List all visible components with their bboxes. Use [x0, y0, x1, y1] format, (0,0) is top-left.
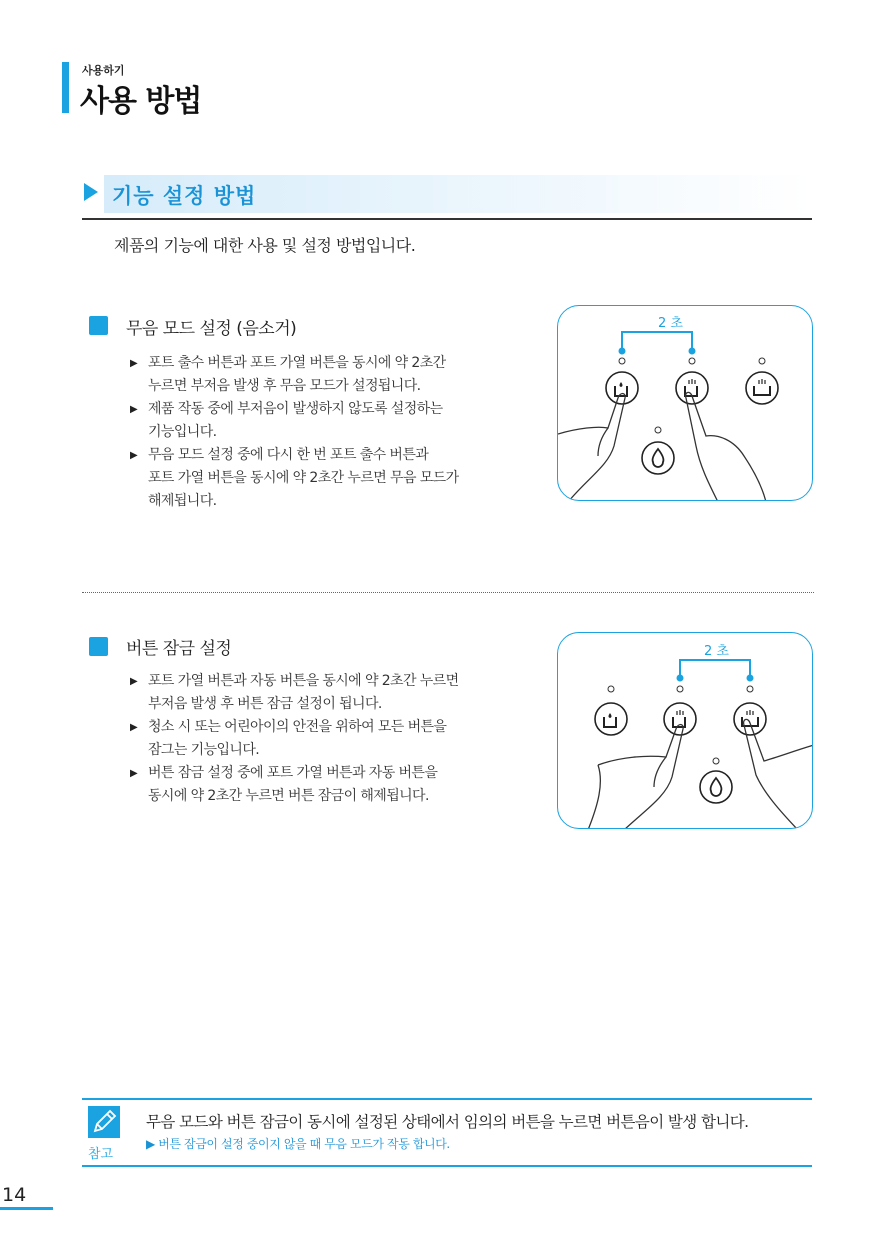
left-hand-icon [558, 394, 625, 502]
auto-icon [746, 372, 778, 404]
page-number: 14 [2, 1184, 27, 1206]
pot-pour-icon [606, 372, 638, 404]
button-lock-bullets [130, 670, 510, 808]
pencil-note-icon [86, 1104, 122, 1140]
note-sub-text: ▶ 버튼 잠금이 설정 중이지 않을 때 무음 모드가 작동 합니다. [146, 1137, 450, 1151]
button-lock-title: 버튼 잠금 설정 [126, 639, 232, 659]
square-bullet-icon [89, 637, 108, 656]
block-divider [82, 592, 814, 593]
note-top-rule [82, 1098, 812, 1100]
mute-mode-bullets [130, 352, 510, 513]
section-intro: 제품의 기능에 대한 사용 및 설정 방법입니다. [114, 236, 416, 255]
section-divider [82, 218, 812, 220]
mute-mode-title: 무음 모드 설정 (음소거) [126, 319, 297, 339]
list-item: ▶ 무음 모드 설정 중에 다시 한 번 포트 출수 버튼과 포트 가열 버튼을 동시에 약 2초간 누르면 무음 모드가 해제됩니다. [130, 444, 510, 513]
right-hand-icon [744, 719, 813, 829]
mute-mode-diagram [557, 305, 813, 501]
pot-heat-icon [664, 703, 696, 735]
page-title: 사용 방법 [80, 84, 202, 119]
right-hand-icon [686, 392, 766, 501]
list-item: ▶ 포트 가열 버튼과 자동 버튼을 동시에 약 2초간 누르면 부저음 발생 후 버튼 잠금 설정이 됩니다. [130, 670, 510, 716]
square-bullet-icon [89, 316, 108, 335]
pot-heat-icon [676, 372, 708, 404]
list-item: ▶ 포트 출수 버튼과 포트 가열 버튼을 동시에 약 2초간 누르면 부저음 발생 후 무음 모드가 설정됩니다. [130, 352, 510, 398]
button-lock-diagram [557, 632, 813, 829]
list-item: ▶ 버튼 잠금 설정 중에 포트 가열 버튼과 자동 버튼을 동시에 약 2초간 누르면 버튼 잠금이 해제됩니다. [130, 762, 510, 808]
page-number-bar [0, 1207, 53, 1210]
header-accent-bar [62, 62, 69, 113]
list-item: ▶ 청소 시 또는 어린아이의 안전을 위하여 모든 버튼을 잠그는 기능입니다. [130, 716, 510, 762]
pot-pour-icon [595, 703, 627, 735]
auto-icon [734, 703, 766, 735]
note-bottom-rule [82, 1165, 812, 1167]
note-label: 참고 [88, 1147, 114, 1162]
section-label: 사용하기 [82, 64, 125, 77]
section-arrow-icon [84, 183, 98, 201]
left-hand-icon [588, 725, 683, 830]
list-item: ▶ 제품 작동 중에 부저음이 발생하지 않도록 설정하는 기능입니다. [130, 398, 510, 444]
water-drop-icon [642, 442, 674, 474]
water-drop-icon [700, 771, 732, 803]
duration-label: 2 초 [658, 316, 683, 331]
section-title: 기능 설정 방법 [112, 184, 257, 208]
duration-label: 2 초 [704, 644, 729, 659]
note-main-text: 무음 모드와 버튼 잠금이 동시에 설정된 상태에서 임의의 버튼을 누르면 버튼음이 발생 합니다. [146, 1113, 749, 1131]
